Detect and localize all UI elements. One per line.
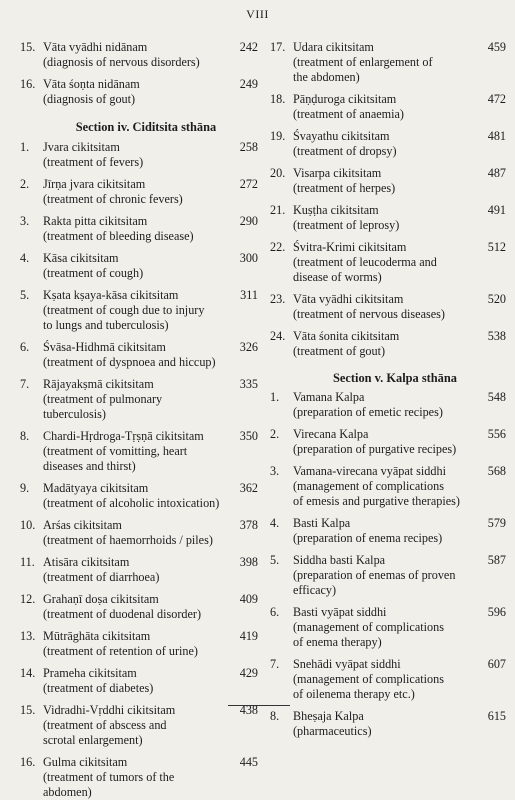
entry-page-number: 398 [239, 555, 258, 569]
entry-text [270, 427, 506, 457]
entry-description: (preparation of enemas of proven [293, 568, 456, 582]
entry-description: (treatment of leucoderma and [293, 255, 437, 269]
entry-description: (treatment of leprosy) [293, 218, 400, 232]
entry-description: (treatment of dropsy) [293, 144, 397, 158]
entry-page-number: 615 [487, 709, 506, 723]
entry-number: 2. [270, 427, 280, 441]
entry-page-number: 272 [239, 177, 258, 191]
entry-text [20, 377, 258, 422]
entry-number: 10. [20, 518, 36, 532]
toc-entry [270, 92, 506, 122]
entry-title: Chardi-Hṛdroga-Tṛṣṇā cikitsitam [43, 429, 204, 443]
bottom-divider [228, 705, 290, 706]
entry-title: Prameha cikitsitam [43, 666, 137, 680]
entry-description: (treatment of dyspnoea and hiccup) [43, 355, 216, 369]
entry-number: 15. [20, 703, 36, 717]
entry-text [20, 340, 258, 370]
entry-page-number: 472 [487, 92, 506, 106]
entry-description: of oilenema therapy etc.) [293, 687, 415, 701]
entry-description: (treatment of diarrhoea) [43, 570, 160, 584]
entry-number: 21. [270, 203, 286, 217]
entry-page-number: 242 [239, 40, 258, 54]
entry-page-number: 419 [239, 629, 258, 643]
entry-title: Bheṣaja Kalpa [293, 709, 364, 723]
entry-page-number: 335 [239, 377, 258, 391]
section-heading: Section v. Kalpa sthāna [333, 371, 457, 385]
entry-text [270, 516, 506, 546]
toc-entry [20, 629, 258, 659]
entry-page-number: 520 [487, 292, 506, 306]
entry-number: 17. [270, 40, 286, 54]
toc-entry [270, 427, 506, 457]
entry-description: (treatment of tumors of the abdomen) [43, 770, 175, 799]
toc-entry [20, 481, 258, 511]
toc-entry [20, 214, 258, 244]
entry-page-number: 326 [239, 340, 258, 354]
entry-title: Kṣata kṣaya-kāsa cikitsitam [43, 288, 179, 302]
entry-description: (management of complications [293, 672, 444, 686]
entry-description: the abdomen) [293, 70, 360, 84]
entry-number: 16. [20, 755, 36, 769]
entry-description: (treatment of bleeding disease) [43, 229, 194, 243]
entry-number: 3. [20, 214, 30, 228]
entry-text [20, 140, 258, 170]
entry-text [20, 481, 258, 511]
entry-description: (treatment of abscess and [43, 718, 167, 732]
toc-entry [20, 77, 258, 107]
entry-title: Kuṣṭha cikitsitam [293, 203, 379, 217]
entry-description: (preparation of emetic recipes) [293, 405, 443, 419]
entry-number: 3. [270, 464, 280, 478]
page-number: VIII [246, 7, 269, 21]
entry-page-number: 300 [239, 251, 258, 265]
entry-description: (diagnosis of gout) [43, 92, 136, 106]
entry-description: (treatment of cough due to injury [43, 303, 205, 317]
entry-title: Jvara cikitsitam [43, 140, 120, 154]
entry-number: 6. [270, 605, 280, 619]
entry-description: (treatment of gout) [293, 344, 386, 358]
toc-entry [20, 592, 258, 622]
toc-entry [270, 464, 506, 509]
entry-description: (preparation of purgative recipes) [293, 442, 457, 456]
toc-entry [20, 40, 258, 70]
toc-entry [20, 429, 258, 474]
entry-title: Arśas cikitsitam [43, 518, 122, 532]
toc-entry [20, 518, 258, 548]
entry-page-number: 459 [487, 40, 506, 54]
entry-text [270, 92, 506, 122]
entry-title: Atisāra cikitsitam [43, 555, 130, 569]
entry-number: 5. [270, 553, 280, 567]
toc-entry [20, 140, 258, 170]
entry-description: (diagnosis of nervous disorders) [43, 55, 200, 69]
entry-page-number: 568 [487, 464, 506, 478]
entry-number: 14. [20, 666, 36, 680]
entry-text [270, 464, 506, 509]
entry-text [270, 203, 506, 233]
toc-entry [270, 129, 506, 159]
entry-page-number: 429 [239, 666, 258, 680]
entry-text [270, 40, 506, 85]
entry-title: Jīrṇa jvara cikitsitam [43, 177, 146, 191]
entry-page-number: 491 [487, 203, 506, 217]
entry-description: (treatment of retention of urine) [43, 644, 198, 658]
entry-text [270, 292, 506, 322]
entry-title: Virecana Kalpa [293, 427, 369, 441]
entry-description: (preparation of enema recipes) [293, 531, 443, 545]
entry-text [270, 129, 506, 159]
toc-entry [270, 390, 506, 420]
entry-page-number: 249 [239, 77, 258, 91]
entry-number: 4. [20, 251, 30, 265]
entry-text [20, 666, 258, 696]
toc-entry [270, 166, 506, 196]
entry-title: Vāta vyādhi nidānam [43, 40, 148, 54]
entry-description: (treatment of cough) [43, 266, 144, 280]
entry-description: disease of worms) [293, 270, 382, 284]
entry-title: Visarpa cikitsitam [293, 166, 382, 180]
entry-description: scrotal enlargement) [43, 733, 143, 747]
entry-title: Vāta śoṇta nidānam [43, 77, 140, 91]
entry-text [270, 390, 506, 420]
entry-description: (pharmaceutics) [293, 724, 372, 738]
toc-entry [20, 288, 258, 333]
toc-entry [20, 666, 258, 696]
entry-title: Rakta pitta cikitsitam [43, 214, 148, 228]
entry-text [20, 703, 258, 748]
entry-text [20, 592, 258, 622]
entry-page-number: 438 [239, 703, 258, 717]
entry-text [20, 555, 258, 585]
entry-description: (treatment of herpes) [293, 181, 396, 195]
entry-number: 2. [20, 177, 30, 191]
entry-text [270, 605, 506, 650]
entry-title: Rājayakṣmā cikitsitam [43, 377, 154, 391]
entry-description: (treatment of enlargement of [293, 55, 433, 69]
entry-title: Gulma cikitsitam [43, 755, 128, 769]
entry-number: 8. [270, 709, 280, 723]
entry-number: 20. [270, 166, 286, 180]
entry-text [20, 177, 258, 207]
entry-number: 4. [270, 516, 280, 530]
toc-entry [20, 755, 258, 800]
entry-number: 19. [270, 129, 286, 143]
entry-number: 18. [270, 92, 286, 106]
entry-description: (management of complications [293, 620, 444, 634]
entry-text [20, 214, 258, 244]
entry-description: (treatment of anaemia) [293, 107, 404, 121]
toc-left-column [20, 40, 258, 800]
entry-description: (treatment of vomitting, heart [43, 444, 188, 458]
entry-number: 24. [270, 329, 286, 343]
entry-page-number: 596 [487, 605, 506, 619]
entry-title: Madātyaya cikitsitam [43, 481, 149, 495]
entry-number: 7. [270, 657, 280, 671]
entry-page-number: 548 [487, 390, 506, 404]
entry-text [20, 40, 258, 70]
entry-page-number: 556 [487, 427, 506, 441]
toc-right-column [270, 40, 506, 739]
entry-page-number: 445 [239, 755, 258, 769]
entry-text [270, 240, 506, 285]
entry-number: 23. [270, 292, 286, 306]
entry-page-number: 587 [487, 553, 506, 567]
entry-number: 5. [20, 288, 30, 302]
entry-description: (treatment of haemorrhoids / piles) [43, 533, 213, 547]
entry-text [270, 657, 506, 702]
toc-entry [270, 40, 506, 85]
entry-page-number: 362 [239, 481, 258, 495]
toc-entry [20, 177, 258, 207]
entry-number: 6. [20, 340, 30, 354]
entry-description: (treatment of pulmonary tuberculosis) [43, 392, 163, 421]
toc-entry [270, 657, 506, 702]
toc-entry [20, 555, 258, 585]
entry-page-number: 290 [239, 214, 258, 228]
toc-entry [20, 340, 258, 370]
entry-text [20, 288, 258, 333]
entry-title: Grahaṇī doṣa cikitsitam [43, 592, 159, 606]
entry-title: Udara cikitsitam [293, 40, 374, 54]
toc-entry [270, 329, 506, 359]
entry-title: Śvayathu cikitsitam [293, 129, 390, 143]
entry-number: 22. [270, 240, 286, 254]
entry-number: 15. [20, 40, 36, 54]
entry-number: 16. [20, 77, 36, 91]
toc-entry [20, 703, 258, 748]
entry-title: Vamana-virecana vyāpat siddhi [293, 464, 446, 478]
entry-text [270, 166, 506, 196]
entry-description: (management of complications [293, 479, 444, 493]
entry-text [20, 755, 258, 800]
entry-number: 7. [20, 377, 30, 391]
entry-description: (treatment of alcoholic intoxication) [43, 496, 220, 510]
entry-page-number: 538 [487, 329, 506, 343]
entry-description: of emesis and purgative therapies) [293, 494, 460, 508]
entry-description: (treatment of duodenal disorder) [43, 607, 202, 621]
entry-page-number: 350 [239, 429, 258, 443]
entry-title: Kāsa cikitsitam [43, 251, 119, 265]
toc-entry [270, 292, 506, 322]
entry-page-number: 378 [239, 518, 258, 532]
entry-page-number: 258 [239, 140, 258, 154]
entry-page-number: 607 [487, 657, 506, 671]
toc-entry [270, 516, 506, 546]
toc-entry [270, 240, 506, 285]
entry-description: (treatment of fevers) [43, 155, 144, 169]
entry-title: Mūtrāghāta cikitsitam [43, 629, 151, 643]
entry-number: 9. [20, 481, 30, 495]
entry-page-number: 512 [487, 240, 506, 254]
entry-text [20, 251, 258, 281]
entry-page-number: 409 [239, 592, 258, 606]
entry-title: Pāṇḍuroga cikitsitam [293, 92, 397, 106]
entry-description: efficacy) [293, 583, 337, 597]
entry-title: Vidradhi-Vṛddhi cikitsitam [43, 703, 176, 717]
entry-title: Śvāsa-Hidhmā cikitsitam [43, 340, 166, 354]
entry-text [270, 553, 506, 598]
entry-title: Siddha basti Kalpa [293, 553, 386, 567]
entry-description: to lungs and tuberculosis) [43, 318, 169, 332]
entry-text [20, 77, 258, 107]
entry-title: Vāta śonita cikitsitam [293, 329, 400, 343]
entry-page-number: 579 [487, 516, 506, 530]
toc-entry [20, 251, 258, 281]
toc-entry [270, 203, 506, 233]
entry-title: Śvitra-Krimi cikitsitam [293, 240, 407, 254]
entry-number: 1. [270, 390, 280, 404]
toc-entry [20, 377, 258, 422]
entry-description: of enema therapy) [293, 635, 382, 649]
entry-number: 8. [20, 429, 30, 443]
entry-description: (treatment of nervous diseases) [293, 307, 445, 321]
entry-page-number: 487 [487, 166, 506, 180]
entry-page-number: 311 [240, 288, 258, 302]
entry-page-number: 481 [487, 129, 506, 143]
entry-description: (treatment of diabetes) [43, 681, 154, 695]
entry-text [270, 709, 506, 739]
toc-entry [270, 605, 506, 650]
entry-title: Vāta vyādhi cikitsitam [293, 292, 404, 306]
entry-number: 11. [20, 555, 35, 569]
entry-text [20, 629, 258, 659]
toc-entry [270, 553, 506, 598]
entry-description: diseases and thirst) [43, 459, 136, 473]
entry-text [20, 518, 258, 548]
entry-text [270, 329, 506, 359]
toc-entry [270, 709, 506, 739]
entry-number: 1. [20, 140, 30, 154]
entry-title: Basti Kalpa [293, 516, 351, 530]
entry-title: Basti vyāpat siddhi [293, 605, 387, 619]
entry-description: (treatment of chronic fevers) [43, 192, 183, 206]
entry-text [20, 429, 258, 474]
section-heading: Section iv. Ciditsita sthāna [75, 120, 217, 134]
entry-number: 13. [20, 629, 36, 643]
entry-number: 12. [20, 592, 36, 606]
entry-title: Snehādi vyāpat siddhi [293, 657, 401, 671]
entry-title: Vamana Kalpa [293, 390, 365, 404]
